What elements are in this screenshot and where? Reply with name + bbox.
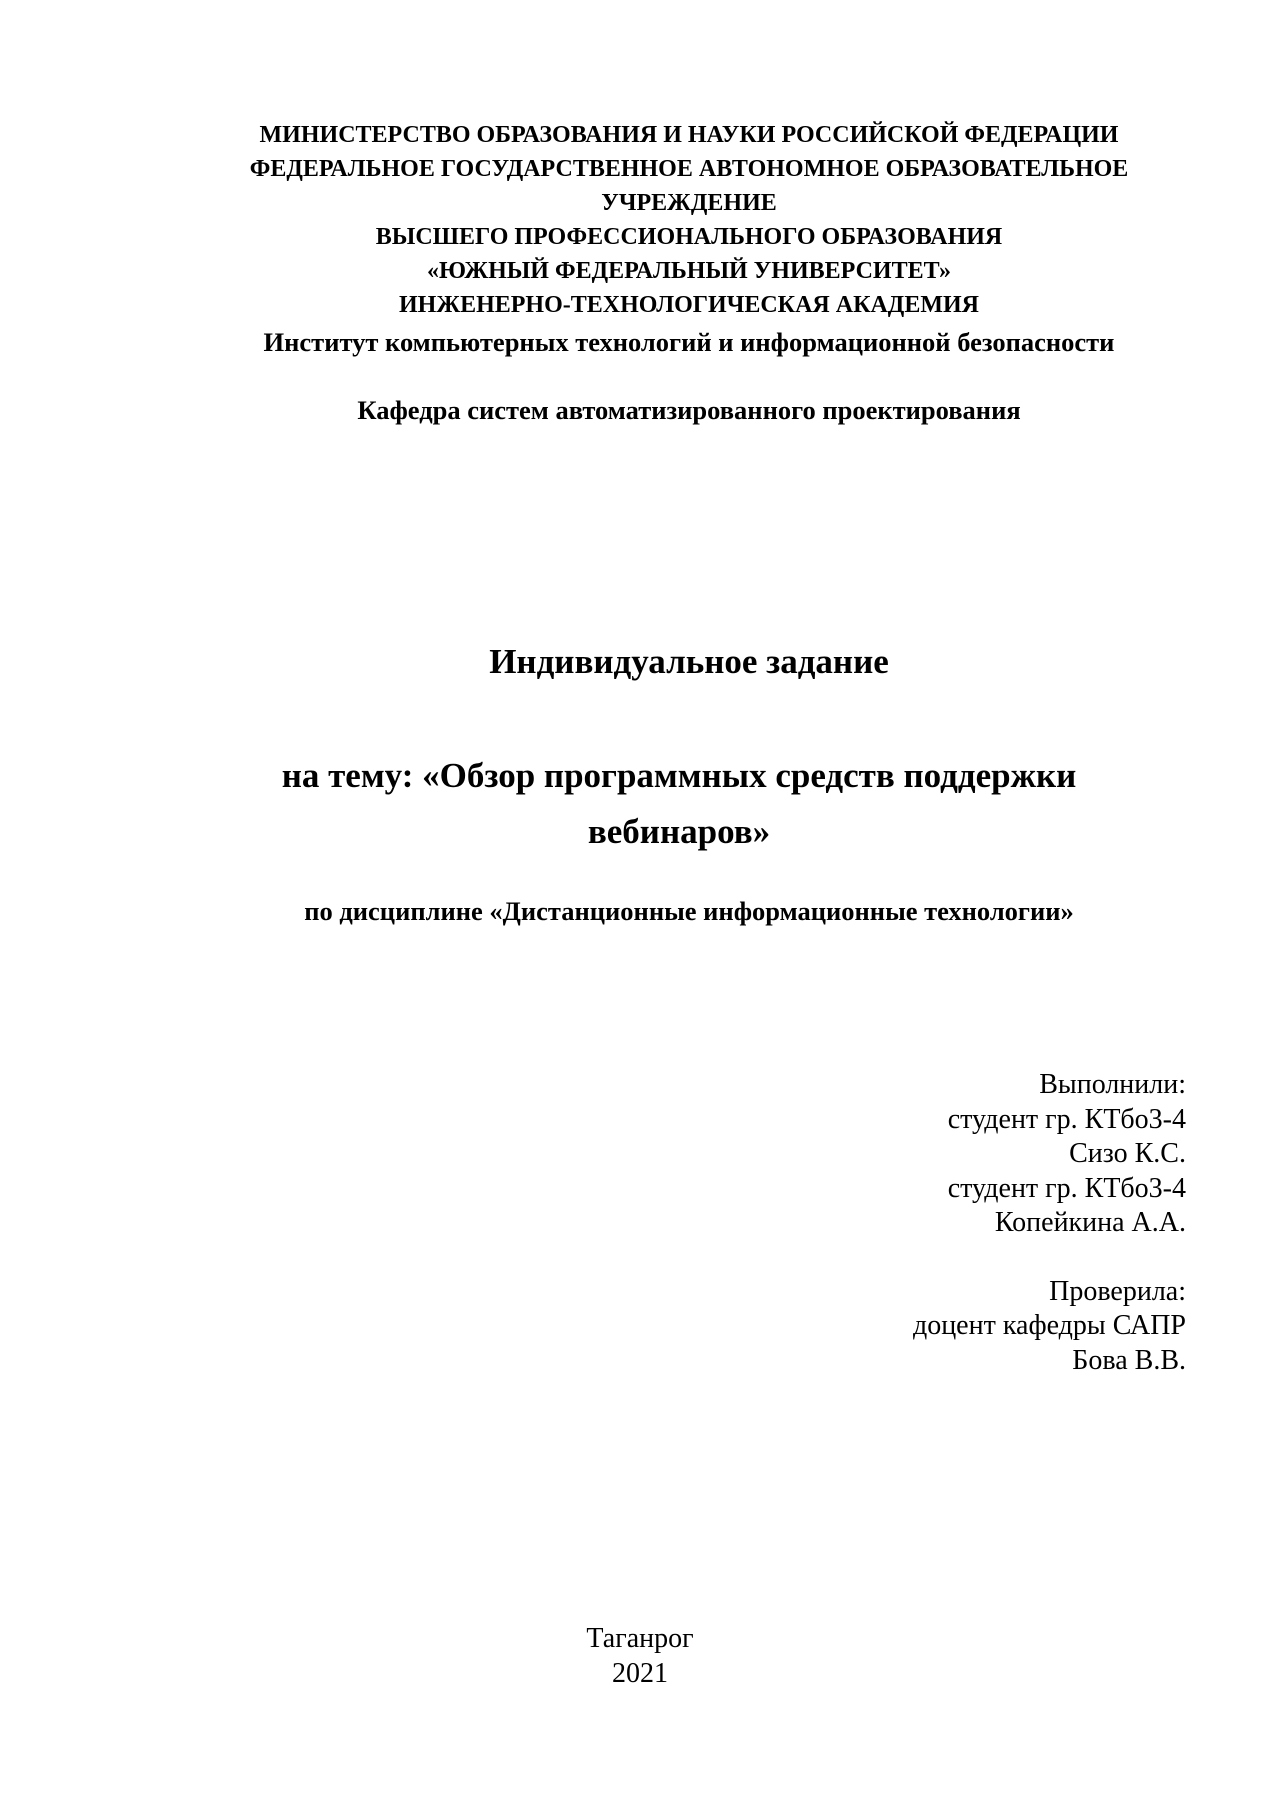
performed-label: Выполнили: (1039, 1069, 1186, 1100)
student-name: Копейкина А.А. (994, 1207, 1186, 1238)
education-level-line: ВЫСШЕГО ПРОФЕССИОНАЛЬНОГО ОБРАЗОВАНИЯ (375, 224, 1003, 250)
checked-by (913, 1275, 1186, 1379)
supervisor-position: доцент кафедры САПР (912, 1310, 1186, 1341)
student-group: студент гр. КТбо3-4 (947, 1103, 1186, 1135)
organization-header (160, 118, 1218, 428)
student-group: студент гр. КТбо3-4 (947, 1172, 1186, 1204)
checked-label: Проверила: (1049, 1275, 1186, 1307)
document-topic (150, 748, 1208, 860)
signature-block (913, 1068, 1186, 1378)
institute-name: Институт компьютерных технологий и информационной безопасности (263, 327, 1115, 357)
ministry-line: МИНИСТЕРСТВО ОБРАЗОВАНИЯ И НАУКИ РОССИЙСКОЙ ФЕДЕРАЦИИ (259, 122, 1119, 148)
supervisor-name: Бова В.В. (1072, 1344, 1186, 1376)
document-type: Индивидуальное задание (489, 642, 889, 681)
topic-line-1: на тему: «Обзор программных средств поддержки (281, 756, 1077, 795)
institution-type-line-cont: УЧРЕЖДЕНИЕ (601, 190, 777, 216)
city: Таганрог (586, 1623, 694, 1654)
topic-line-2: вебинаров» (587, 812, 771, 851)
discipline-line: по дисциплине «Дистанционные информационные технологии» (304, 896, 1074, 926)
year: 2021 (612, 1657, 668, 1689)
performed-by (913, 1068, 1186, 1241)
university-name: «ЮЖНЫЙ ФЕДЕРАЛЬНЫЙ УНИВЕРСИТЕТ» (426, 258, 951, 284)
place-and-year (0, 1622, 1280, 1691)
department-name: Кафедра систем автоматизированного проектирования (357, 395, 1021, 425)
student-name: Сизо К.С. (1069, 1138, 1186, 1169)
institution-type-line: ФЕДЕРАЛЬНОЕ ГОСУДАРСТВЕННОЕ АВТОНОМНОЕ ОБРАЗОВАТЕЛЬНОЕ (249, 156, 1129, 182)
academy-name: ИНЖЕНЕРНО-ТЕХНОЛОГИЧЕСКАЯ АКАДЕМИЯ (399, 292, 979, 318)
